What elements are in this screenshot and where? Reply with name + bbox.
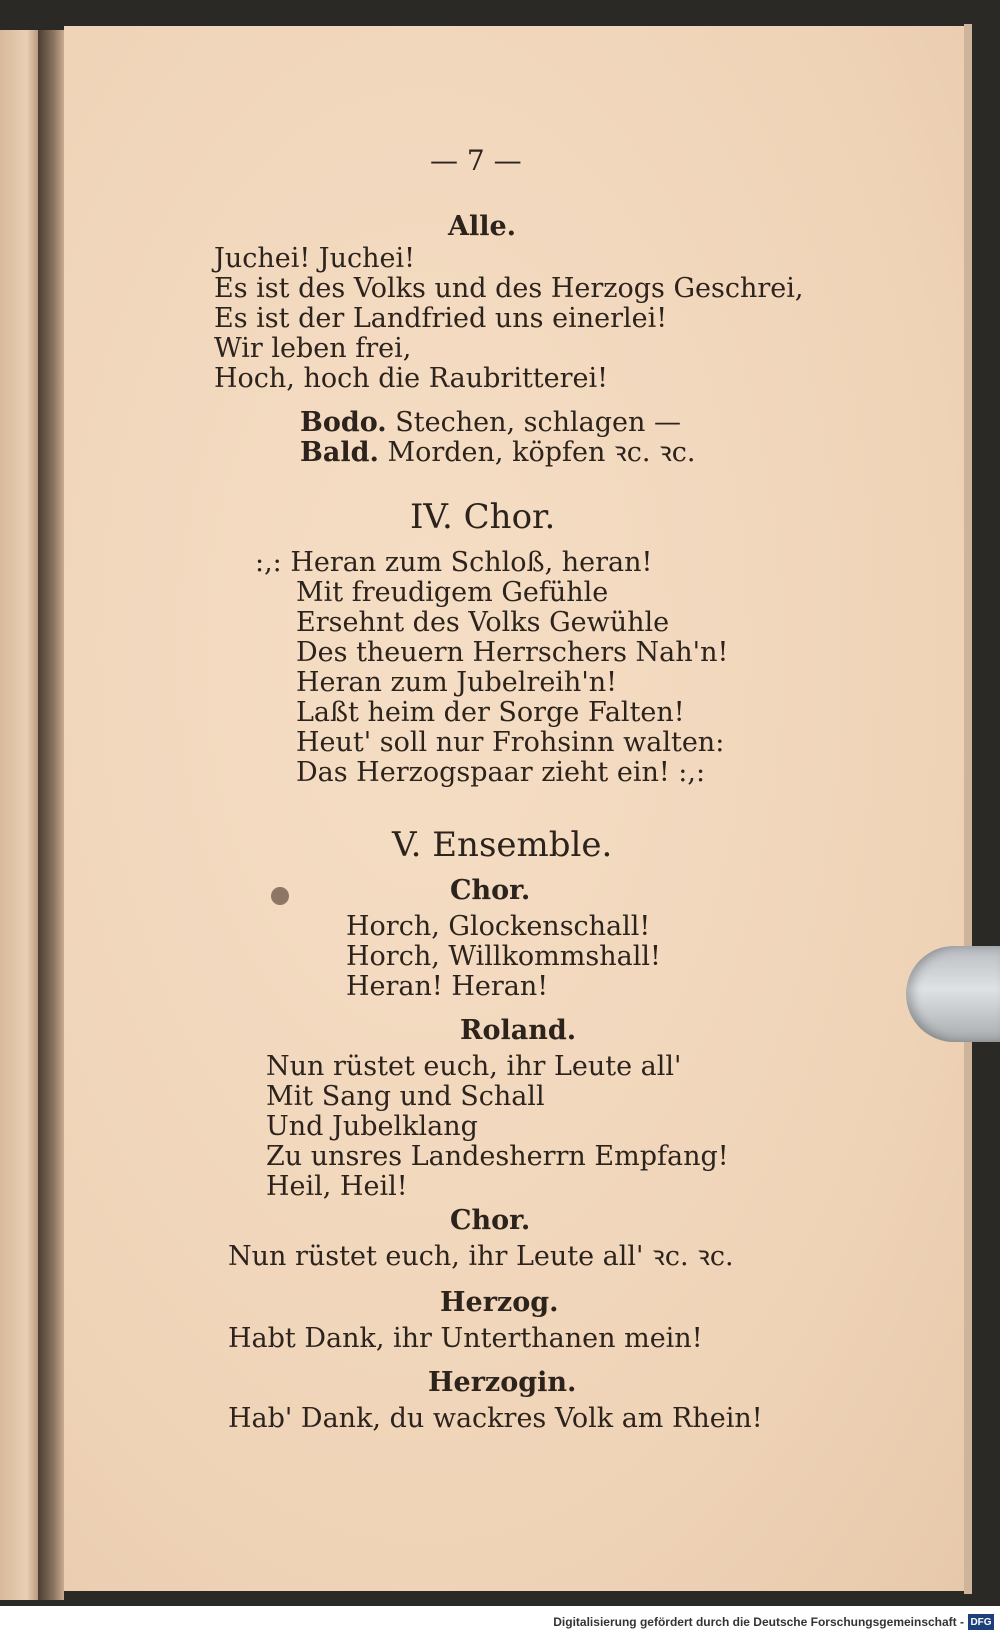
- verse-line: Horch, Willkommshall!: [346, 941, 661, 972]
- verse-line: Horch, Glockenschall!: [346, 911, 651, 942]
- page-number: — 7 —: [430, 144, 522, 177]
- right-page-edge: [964, 24, 972, 1594]
- dialogue-text: Stechen, schlagen —: [395, 407, 681, 438]
- verse-line: Es ist der Landfried uns einerlei!: [214, 303, 668, 334]
- dialogue-line-bodo: [300, 408, 681, 438]
- page-clip-tab: [906, 946, 1000, 1042]
- verse-line: Ersehnt des Volks Gewühle: [296, 607, 670, 638]
- verse-line: Wir leben frei,: [214, 333, 412, 364]
- verse-line: Zu unsres Landesherrn Empfang!: [266, 1141, 729, 1172]
- verse-line: Es ist des Volks und des Herzogs Geschrei,: [214, 273, 804, 304]
- verse-line: Nun rüstet euch, ihr Leute all' ꝛc. ꝛc.: [228, 1241, 734, 1272]
- verse-line: Des theuern Herrschers Nah'n!: [296, 637, 729, 668]
- verse-line: Und Jubelklang: [266, 1111, 478, 1142]
- verse-line: Mit freudigem Gefühle: [296, 577, 609, 608]
- verse-line: Juchei! Juchei!: [214, 243, 415, 274]
- speaker-chor: Chor.: [450, 1205, 531, 1236]
- section-title-chor: IV. Chor.: [410, 497, 556, 537]
- verse-line: :,: Heran zum Schloß, heran!: [255, 547, 653, 578]
- dialogue-line-bald: [300, 438, 696, 468]
- verse-line: Heut' soll nur Frohsinn walten:: [296, 727, 725, 758]
- verse-line: Nun rüstet euch, ihr Leute all': [266, 1051, 682, 1082]
- speaker-herzogin: Herzogin.: [428, 1367, 577, 1398]
- speaker-alle: Alle.: [448, 211, 517, 242]
- ink-spot: [271, 887, 289, 905]
- verse-line: Heran zum Jubelreih'n!: [296, 667, 617, 698]
- footer-credit: Digitalisierung gefördert durch die Deutsche Forschungsgemeinschaft -: [553, 1615, 964, 1629]
- speaker-herzog: Herzog.: [440, 1287, 559, 1318]
- speaker-bald: Bald.: [300, 437, 379, 468]
- verse-line: Laßt heim der Sorge Falten!: [296, 697, 685, 728]
- page: [64, 26, 964, 1591]
- dfg-logo: DFG: [968, 1614, 994, 1630]
- verse-line: Heran! Heran!: [346, 971, 549, 1002]
- digitization-footer: [0, 1606, 1000, 1638]
- verse-line: Das Herzogspaar zieht ein! :,:: [296, 757, 706, 788]
- speaker-roland: Roland.: [460, 1015, 577, 1046]
- speaker-bodo: Bodo.: [300, 407, 387, 438]
- dialogue-text: Morden, köpfen ꝛc. ꝛc.: [387, 437, 696, 468]
- left-page-edge: [0, 30, 38, 1600]
- verse-line: Habt Dank, ihr Unterthanen mein!: [228, 1323, 703, 1354]
- book-gutter: [38, 30, 64, 1600]
- verse-line: Hab' Dank, du wackres Volk am Rhein!: [228, 1403, 763, 1434]
- verse-line: Heil, Heil!: [266, 1171, 408, 1202]
- speaker-chor: Chor.: [450, 875, 531, 906]
- verse-line: Mit Sang und Schall: [266, 1081, 545, 1112]
- verse-line: Hoch, hoch die Raubritterei!: [214, 363, 609, 394]
- section-title-ensemble: V. Ensemble.: [392, 825, 613, 865]
